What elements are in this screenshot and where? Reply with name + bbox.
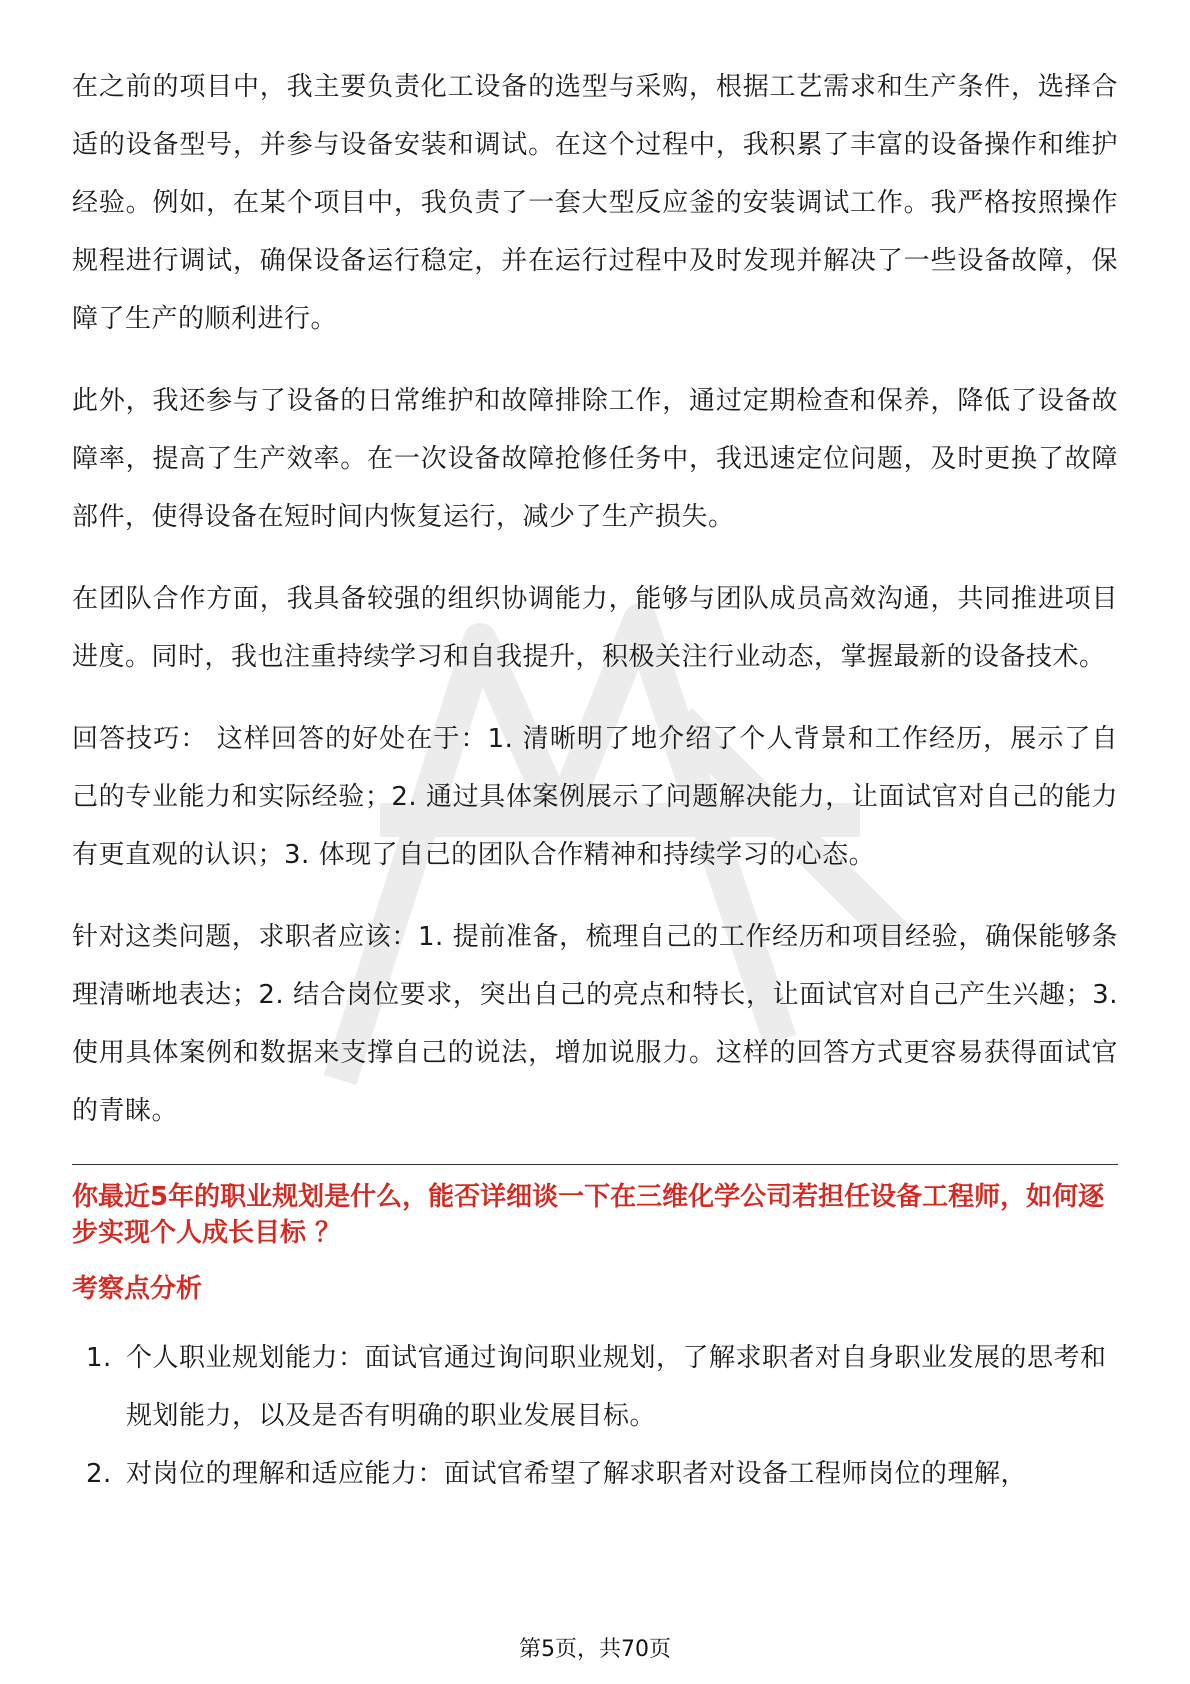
page-footer: 第5页，共70页 [519,1637,671,1662]
paragraph-1: 在之前的项目中，我主要负责化工设备的选型与采购，根据工艺需求和生产条件，选择合适的设备型号，并参与设备安装和调试。在这个过程中，我积累了丰富的设备操作和维护经验。例如，在某个项目中，我负责了一套大型反应釜的安装调试工作。我严格按照操作规程进行调试，确保设备运行稳定，并在运行过程中及时发现并解决了一些设备故障，保障了生产的顺利进行。 [72,72,1118,334]
advice-paragraph: 针对这类问题，求职者应该：1. 提前准备，梳理自己的工作经历和项目经验，确保能够条理清晰地表达；2. 结合岗位要求，突出自己的亮点和特长，让面试官对自己产生兴趣；3. 使用具体案例和数据来支撑自己的说法，增加说服力。这样的回答方式更容易获得面试官的青睐。 [72,922,1118,1126]
list-number: 1. [86,1343,112,1373]
interview-question: 你最近5年的职业规划是什么，能否详细谈一下在三维化学公司若担任设备工程师，如何逐步实现个人成长目标 ？ [72,1182,1105,1248]
answer-tips-paragraph: 回答技巧： 这样回答的好处在于：1. 清晰明了地介绍了个人背景和工作经历，展示了自己的专业能力和实际经验；2. 通过具体案例展示了问题解决能力，让面试官对自己的能力有更直观的认识；3. 体现了自己的团队合作精神和持续学习的心态。 [72,724,1118,870]
list-item-text: 对岗位的理解和适应能力：面试官希望了解求职者对设备工程师岗位的理解， [126,1459,1028,1489]
list-item-text: 个人职业规划能力：面试官通过询问职业规划，了解求职者对自身职业发展的思考和规划能力，以及是否有明确的职业发展目标。 [126,1343,1107,1431]
list-number: 2. [86,1459,112,1489]
paragraph-3: 在团队合作方面，我具备较强的组织协调能力，能够与团队成员高效沟通，共同推进项目进度。同时，我也注重持续学习和自我提升，积极关注行业动态，掌握最新的设备技术。 [72,584,1118,672]
analysis-list [72,1329,1118,1503]
list-item [72,1445,1118,1503]
main-content [72,58,1118,1503]
analysis-heading: 考察点分析 [72,1274,203,1304]
section-divider [72,1164,1118,1165]
paragraph-2: 此外，我还参与了设备的日常维护和故障排除工作，通过定期检查和保养，降低了设备故障率，提高了生产效率。在一次设备故障抢修任务中，我迅速定位问题，及时更换了故障部件，使得设备在短时间内恢复运行，减少了生产损失。 [72,386,1118,532]
list-item [72,1329,1118,1445]
